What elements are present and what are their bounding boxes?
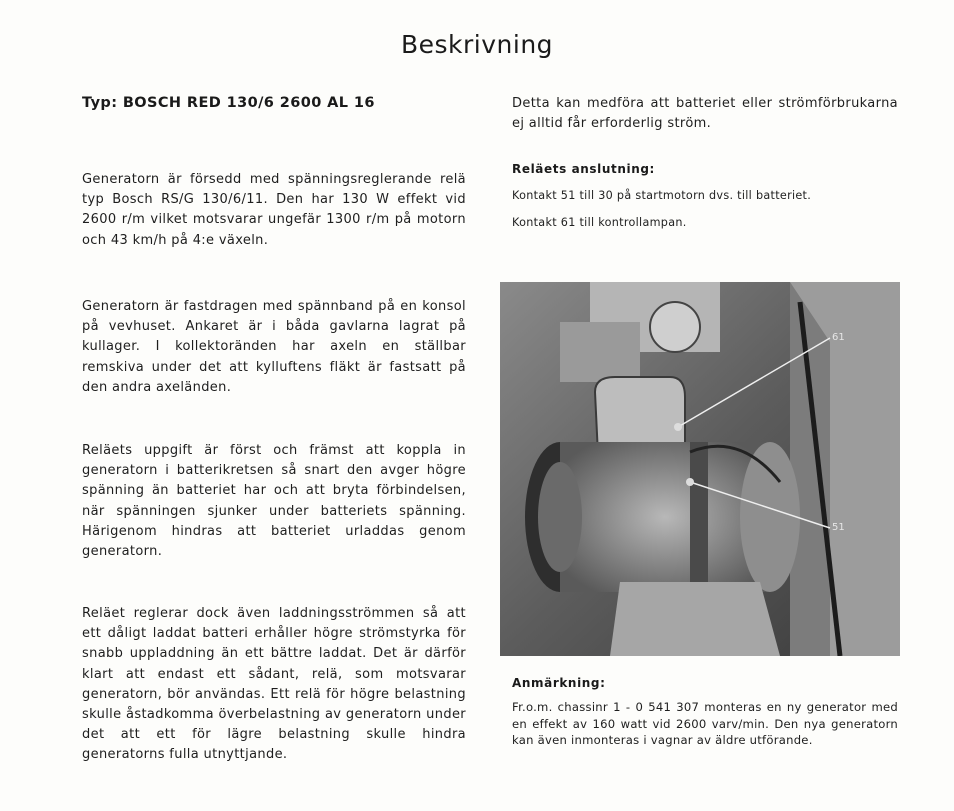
photo-label-51: 51: [832, 522, 845, 533]
generator-photo: [500, 282, 900, 656]
note-text: Fr.o.m. chassinr 1 - 0 541 307 monteras en ny generator med en effekt av 160 watt vid 2600 varv/min. Den nya generatorn kan även inmonteras i vagnar av äldre utförande.: [512, 700, 898, 747]
note-heading: Anmärkning:: [512, 676, 606, 690]
paragraph-relay-regulation: Reläet reglerar dock även laddningsströmmen så att ett dåligt laddat batteri erhåller högre strömstyrka för snabb uppladdning än ett bättre laddat. Det är därför klart att endast ett sådant, relä, som motsvarar generatorn, bör användas. Ett relä för högre belastning skulle åstadkomma överbelastning av generatorn under det att ett för lägre belastning skulle hindra generatorns fulla utnyttjande.: [82, 606, 466, 763]
connection-line-51: Kontakt 51 till 30 på startmotorn dvs. till batteriet.: [512, 189, 812, 202]
connection-line-61: Kontakt 61 till kontrollampan.: [512, 216, 687, 229]
photo-label-61: 61: [832, 332, 845, 343]
paragraph-consequence: Detta kan medföra att batteriet eller strömförbrukarna ej alltid får erforderlig ström.: [512, 96, 898, 131]
paragraph-generator-intro: Generatorn är försedd med spänningsreglerande relä typ Bosch RS/G 130/6/11. Den har 130 W effekt vid 2600 r/m vilket motsvarar ungefär 1300 r/m på motorn och 43 km/h på 4:e växeln.: [82, 172, 466, 248]
paragraph-relay-function: Reläets uppgift är först och främst att koppla in generatorn i batterikretsen så snart den avger högre spänning än batteriet har och att bryta förbindelsen, när spänningen sjunker under batteriets spänning. Härigenom hindras att batteriet urladdas genom generatorn.: [82, 443, 466, 560]
paragraph-mounting: Generatorn är fastdragen med spännband på en konsol på vevhuset. Ankaret är i båda gavlarna lagrat på kullager. I kollektoränden har axeln en ställbar remskiva under det att kylluftens fläkt är fastsatt på den andra axeländen.: [82, 299, 466, 395]
type-heading: Typ: BOSCH RED 130/6 2600 AL 16: [82, 95, 375, 111]
page-title: Beskrivning: [400, 30, 554, 59]
connection-heading: Reläets anslutning:: [512, 162, 655, 176]
